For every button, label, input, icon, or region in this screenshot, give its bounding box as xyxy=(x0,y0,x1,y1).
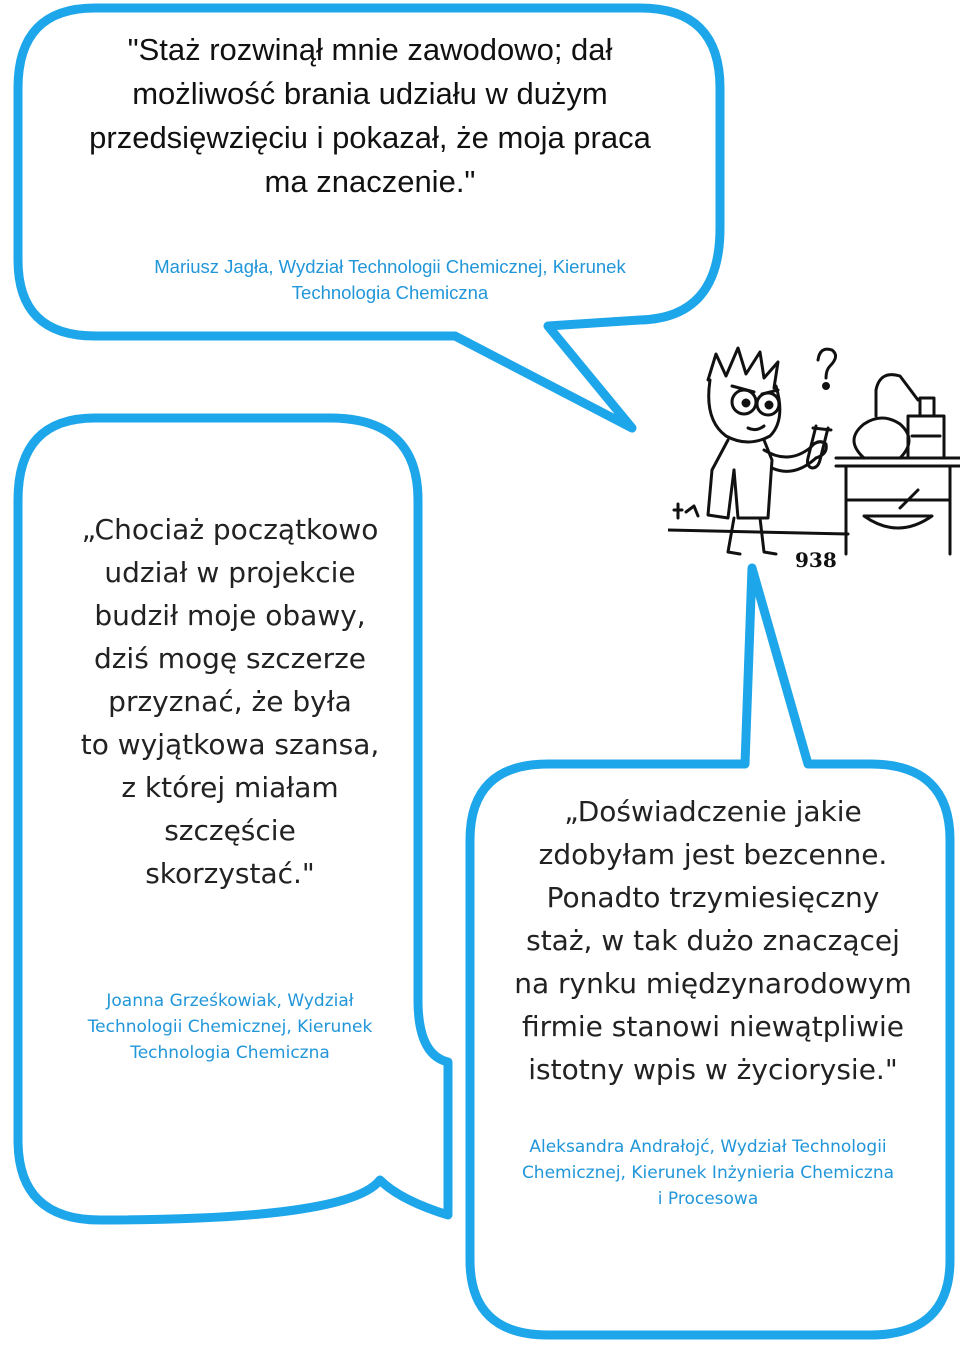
quote-line: możliwość brania udziału w dużym xyxy=(132,76,608,111)
quote-line: Ponadto trzymiesięczny xyxy=(546,881,880,914)
author-line: Joanna Grześkowiak, Wydział xyxy=(106,991,354,1011)
quote-line: ma znaczenie." xyxy=(264,164,476,199)
author-line: Technologia Chemiczna xyxy=(291,282,489,303)
quote-line: dziś mogę szczerze xyxy=(93,642,367,675)
quote-line: skorzystać." xyxy=(145,857,315,890)
author-line: i Procesowa xyxy=(657,1189,759,1209)
quote-line: „Chociaż początkowo xyxy=(81,513,379,546)
quote-3-text xyxy=(478,790,948,1091)
quote-3-author xyxy=(478,1134,938,1212)
quote-line: firmie stanowi niewątpliwie xyxy=(521,1010,905,1043)
author-line: Mariusz Jagła, Wydział Technologii Chemicznej, Kierunek xyxy=(154,256,626,277)
quote-line: budził moje obawy, xyxy=(94,599,366,632)
quote-line: na rynku międzynarodowym xyxy=(514,967,912,1000)
quote-2-author xyxy=(50,988,410,1066)
quote-line: istotny wpis w życiorysie." xyxy=(528,1053,898,1086)
author-line: Chemicznej, Kierunek Inżynieria Chemiczna xyxy=(521,1163,895,1183)
quote-line: szczęście xyxy=(164,814,296,847)
quote-line: to wyjątkowa szansa, xyxy=(80,728,380,761)
quote-2-text xyxy=(40,508,420,895)
quote-line: zdobyłam jest bezcenne. xyxy=(538,838,888,871)
quote-line: przedsięwzięciu i pokazał, że moja praca xyxy=(89,120,651,155)
author-line: Technologia Chemiczna xyxy=(130,1043,330,1063)
quote-1-author xyxy=(100,254,680,306)
author-line: Aleksandra Andrałojć, Wydział Technologii xyxy=(529,1137,887,1157)
author-line: Technologii Chemicznej, Kierunek xyxy=(87,1017,373,1037)
quote-1-text xyxy=(60,28,680,204)
quote-line: "Staż rozwinął mnie zawodowo; dał xyxy=(127,32,613,67)
quote-line: z której miałam xyxy=(121,771,339,804)
quote-line: udział w projekcie xyxy=(104,556,356,589)
quote-line: „Doświadczenie jakie xyxy=(564,795,862,828)
cartoon-number-label: 938 xyxy=(795,548,837,572)
quote-line: staż, w tak dużo znaczącej xyxy=(526,924,900,957)
quote-line: przyznać, że była xyxy=(108,685,352,718)
